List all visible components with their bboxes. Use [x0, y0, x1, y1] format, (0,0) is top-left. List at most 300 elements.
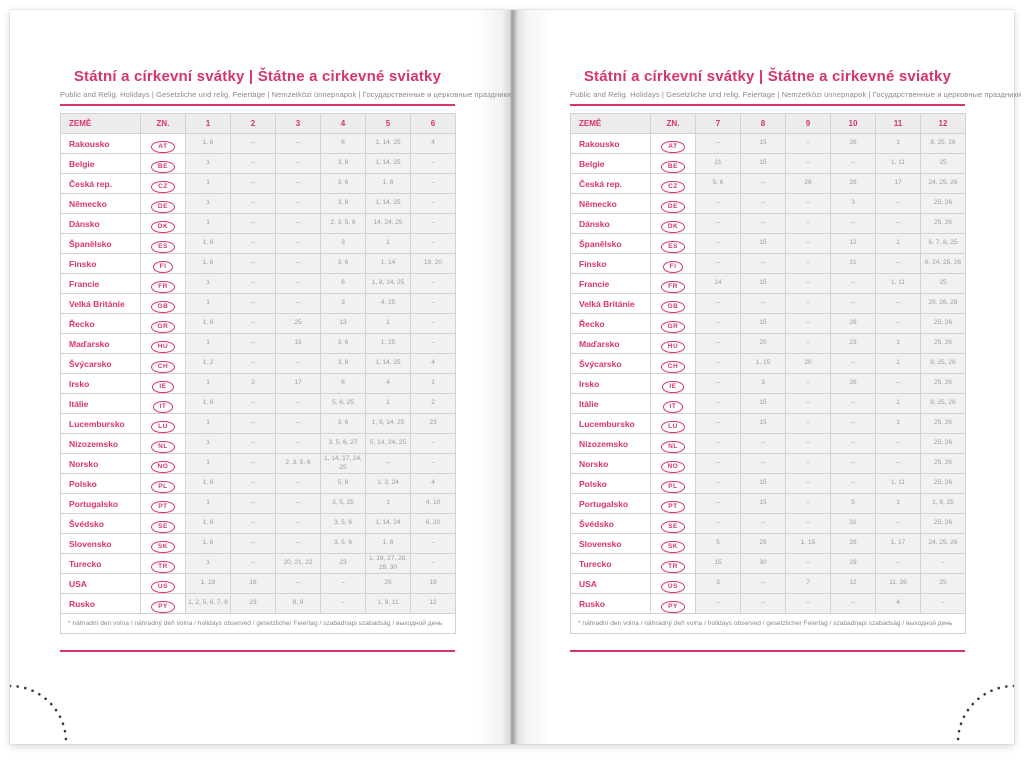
table-row	[61, 254, 456, 274]
holiday-days-cell: –	[696, 414, 741, 434]
table-row	[571, 194, 966, 214]
country-code-cell	[141, 274, 186, 294]
holiday-days-cell: –	[231, 294, 276, 314]
holiday-days-cell: –	[786, 234, 831, 254]
country-code-cell	[651, 414, 696, 434]
holiday-days-cell: 1, 15	[786, 534, 831, 554]
holiday-days-cell: 1, 9, 11	[366, 594, 411, 614]
holiday-days-cell: 1, 11	[876, 154, 921, 174]
holiday-days-cell: –	[231, 194, 276, 214]
footer-rule	[60, 650, 455, 652]
holiday-days-cell: 1	[186, 194, 231, 214]
holiday-days-cell: 1	[186, 294, 231, 314]
holiday-days-cell: –	[696, 474, 741, 494]
table-row	[61, 314, 456, 334]
holiday-days-cell: 3, 6	[321, 354, 366, 374]
holiday-days-cell: –	[231, 174, 276, 194]
holiday-days-cell: 3	[696, 574, 741, 594]
holiday-days-cell: –	[696, 314, 741, 334]
country-code-cell	[651, 354, 696, 374]
holiday-days-cell: –	[411, 194, 456, 214]
country-code-badge: FR	[151, 281, 175, 293]
holiday-days-cell: –	[231, 414, 276, 434]
holiday-days-cell: 1	[876, 334, 921, 354]
table-row	[571, 214, 966, 234]
column-header: 9	[786, 114, 831, 134]
country-name: Francie	[61, 274, 141, 294]
country-code-cell	[141, 574, 186, 594]
table-row	[61, 454, 456, 474]
country-code-badge: SE	[661, 521, 685, 533]
country-code-cell	[651, 374, 696, 394]
holiday-days-cell: 3, 6	[321, 414, 366, 434]
holiday-days-cell: 13	[321, 314, 366, 334]
country-code-badge: SK	[151, 541, 175, 553]
country-name: Lucembursko	[571, 414, 651, 434]
country-name: Maďarsko	[61, 334, 141, 354]
holiday-days-cell: 5	[831, 494, 876, 514]
holiday-days-cell: 15	[741, 134, 786, 154]
country-code-cell	[141, 594, 186, 614]
table-row	[61, 374, 456, 394]
country-name: Itálie	[571, 394, 651, 414]
country-name: Řecko	[61, 314, 141, 334]
holiday-days-cell: –	[411, 234, 456, 254]
holiday-days-cell: 4	[876, 594, 921, 614]
holiday-days-cell: –	[276, 294, 321, 314]
holiday-days-cell: 15	[276, 334, 321, 354]
holiday-days-cell: –	[411, 174, 456, 194]
country-name: Turecko	[61, 554, 141, 574]
table-row	[61, 574, 456, 594]
country-code-badge: TR	[151, 561, 175, 573]
holiday-days-cell: 24, 25, 26	[921, 534, 966, 554]
country-code-cell	[141, 494, 186, 514]
table-row	[571, 574, 966, 594]
holiday-days-cell: 25	[921, 274, 966, 294]
holiday-days-cell: 1	[186, 334, 231, 354]
country-code-badge: GR	[661, 321, 686, 333]
country-code-badge: ES	[661, 241, 685, 253]
holiday-days-cell: –	[786, 314, 831, 334]
holiday-days-cell: –	[696, 454, 741, 474]
holiday-days-cell: –	[786, 594, 831, 614]
holiday-days-cell: 1	[186, 434, 231, 454]
country-code-cell	[651, 294, 696, 314]
country-code-cell	[141, 234, 186, 254]
country-code-cell	[651, 394, 696, 414]
country-code-cell	[651, 314, 696, 334]
holiday-days-cell: –	[876, 434, 921, 454]
holiday-days-cell: –	[231, 134, 276, 154]
table-row	[61, 594, 456, 614]
country-name: Polsko	[61, 474, 141, 494]
holiday-days-cell: –	[831, 214, 876, 234]
holiday-days-cell: 1, 17	[876, 534, 921, 554]
country-name: Portugalsko	[61, 494, 141, 514]
holiday-days-cell: 1	[186, 274, 231, 294]
holiday-days-cell: –	[276, 174, 321, 194]
country-code-badge: PY	[661, 601, 685, 613]
holiday-days-cell: 1, 6	[186, 234, 231, 254]
holiday-days-cell: 25, 26	[921, 474, 966, 494]
column-header: ZN.	[651, 114, 696, 134]
holiday-days-cell: –	[741, 254, 786, 274]
holiday-days-cell: –	[231, 334, 276, 354]
holiday-days-cell: –	[411, 154, 456, 174]
country-code-badge: FR	[661, 281, 685, 293]
holiday-days-cell: 25, 26	[921, 214, 966, 234]
holiday-days-cell: 3, 5, 6, 27	[321, 434, 366, 454]
country-name: Španělsko	[571, 234, 651, 254]
column-header: 7	[696, 114, 741, 134]
holiday-days-cell: 1, 2, 5, 6, 7, 8	[186, 594, 231, 614]
country-code-badge: CH	[151, 361, 176, 373]
country-code-cell	[141, 554, 186, 574]
holiday-days-cell: 1, 19, 27, 28, 29, 30	[366, 554, 411, 574]
holiday-days-cell: 15	[741, 274, 786, 294]
holiday-days-cell: 23	[831, 334, 876, 354]
country-name: Maďarsko	[571, 334, 651, 354]
country-code-cell	[651, 234, 696, 254]
holiday-days-cell: 3, 5, 25	[321, 494, 366, 514]
holiday-days-cell: 7	[786, 574, 831, 594]
country-code-cell	[651, 474, 696, 494]
holiday-days-cell: –	[786, 154, 831, 174]
holiday-days-cell: 3, 5, 6	[321, 514, 366, 534]
holiday-days-cell: 20	[741, 334, 786, 354]
holiday-days-cell: 1, 15	[741, 354, 786, 374]
holiday-days-cell: –	[696, 334, 741, 354]
holiday-days-cell: 5, 6	[321, 474, 366, 494]
holiday-days-cell: 25	[921, 154, 966, 174]
country-code-badge: CZ	[661, 181, 685, 193]
holiday-days-cell: –	[696, 394, 741, 414]
country-code-cell	[651, 154, 696, 174]
holiday-days-cell: 1	[876, 134, 921, 154]
holiday-days-cell: –	[321, 574, 366, 594]
holiday-days-cell: –	[786, 254, 831, 274]
holiday-days-cell: 2, 3, 5, 6	[321, 214, 366, 234]
country-code-cell	[141, 394, 186, 414]
column-header: 6	[411, 114, 456, 134]
holiday-days-cell: –	[876, 294, 921, 314]
holiday-days-cell: 28	[786, 174, 831, 194]
holiday-days-cell: 15	[741, 494, 786, 514]
holiday-days-cell: 6	[321, 274, 366, 294]
holiday-days-cell: 1, 14, 25	[366, 354, 411, 374]
holiday-days-cell: 1	[186, 414, 231, 434]
holiday-days-cell: 29	[741, 534, 786, 554]
country-name: Finsko	[61, 254, 141, 274]
holiday-days-cell: 25, 26	[921, 334, 966, 354]
holiday-days-cell: 3, 6	[321, 334, 366, 354]
holiday-days-cell: 1, 6	[186, 134, 231, 154]
holiday-days-cell: 14	[696, 274, 741, 294]
holiday-days-cell: –	[741, 574, 786, 594]
holiday-days-cell: 20, 21, 22	[276, 554, 321, 574]
country-code-badge: BE	[151, 161, 175, 173]
holiday-days-cell: –	[696, 214, 741, 234]
holiday-days-cell: –	[276, 234, 321, 254]
holiday-days-cell: 1	[186, 554, 231, 574]
country-code-badge: SE	[151, 521, 175, 533]
country-code-badge: PT	[661, 501, 685, 513]
holiday-days-cell: –	[231, 314, 276, 334]
holiday-days-cell: –	[231, 454, 276, 474]
holiday-days-cell: –	[831, 154, 876, 174]
holiday-days-cell: 1, 8	[366, 174, 411, 194]
country-name: Švýcarsko	[571, 354, 651, 374]
holiday-days-cell: 19	[411, 574, 456, 594]
holiday-days-cell: 21	[696, 154, 741, 174]
country-code-badge: LU	[661, 421, 685, 433]
holiday-days-cell: –	[831, 414, 876, 434]
page-right	[512, 10, 1022, 744]
country-code-cell	[141, 354, 186, 374]
holiday-days-cell: –	[411, 214, 456, 234]
holiday-days-cell: –	[741, 454, 786, 474]
country-name: Velká Británie	[571, 294, 651, 314]
page-subtitle: Public and Relig. Holidays | Gesetzliche und relig. Feiertage | Nemzetközi ünnepnapok | Государственные и церковные праздники	[60, 90, 512, 99]
holiday-days-cell: –	[786, 434, 831, 454]
header-rule	[570, 104, 965, 106]
country-code-badge: IE	[662, 381, 683, 393]
table-row	[61, 514, 456, 534]
table-row	[61, 494, 456, 514]
holiday-days-cell: –	[831, 434, 876, 454]
holidays-table-jan-jun	[60, 113, 456, 634]
holiday-days-cell: –	[276, 274, 321, 294]
holiday-days-cell: –	[876, 454, 921, 474]
holiday-days-cell: 1, 6	[186, 474, 231, 494]
holiday-days-cell: –	[876, 194, 921, 214]
holiday-days-cell: 11, 26	[876, 574, 921, 594]
holiday-days-cell: 1	[411, 374, 456, 394]
holiday-days-cell: –	[276, 154, 321, 174]
holiday-days-cell: 25, 26	[921, 434, 966, 454]
holiday-days-cell: 1, 9, 14, 25	[366, 414, 411, 434]
holiday-days-cell: 5, 14, 24, 25	[366, 434, 411, 454]
footnote-row	[571, 614, 966, 634]
page-title: Státní a církevní svátky | Štátne a cirkevné sviatky	[73, 68, 442, 85]
column-header: ZEMĚ	[61, 114, 141, 134]
country-code-cell	[141, 214, 186, 234]
country-name: Rakousko	[61, 134, 141, 154]
table-row	[61, 134, 456, 154]
country-code-badge: US	[151, 581, 175, 593]
table-row	[571, 434, 966, 454]
country-code-badge: HU	[151, 341, 176, 353]
footnote-row	[61, 614, 456, 634]
holiday-days-cell: 6	[321, 134, 366, 154]
table-header-row	[571, 114, 966, 134]
country-code-cell	[651, 574, 696, 594]
country-code-cell	[651, 174, 696, 194]
holiday-days-cell: 5, 6, 25	[321, 394, 366, 414]
holiday-days-cell: 25	[921, 574, 966, 594]
country-code-cell	[651, 454, 696, 474]
holiday-days-cell: –	[276, 134, 321, 154]
holiday-days-cell: –	[231, 394, 276, 414]
country-name: Francie	[571, 274, 651, 294]
holiday-days-cell: –	[876, 554, 921, 574]
country-name: Slovensko	[61, 534, 141, 554]
country-code-badge: DK	[661, 221, 686, 233]
holiday-days-cell: –	[741, 434, 786, 454]
country-name: Česká rep.	[61, 174, 141, 194]
table-header-row	[61, 114, 456, 134]
table-row	[571, 494, 966, 514]
holiday-days-cell: 1, 14, 25	[366, 134, 411, 154]
holidays-table-jul-dec	[570, 113, 966, 634]
holiday-days-cell: 15	[696, 554, 741, 574]
table-row	[61, 154, 456, 174]
column-header: 5	[366, 114, 411, 134]
country-name: Irsko	[61, 374, 141, 394]
country-name: USA	[61, 574, 141, 594]
country-name: Rakousko	[571, 134, 651, 154]
country-code-cell	[651, 434, 696, 454]
holiday-days-cell: –	[696, 294, 741, 314]
holiday-days-cell: –	[831, 454, 876, 474]
holiday-days-cell: –	[741, 214, 786, 234]
country-name: Švýcarsko	[61, 354, 141, 374]
holiday-days-cell: –	[231, 274, 276, 294]
holiday-days-cell: 3, 6	[321, 174, 366, 194]
holiday-days-cell: –	[231, 514, 276, 534]
country-code-cell	[141, 174, 186, 194]
holiday-days-cell: 12	[831, 234, 876, 254]
holiday-days-cell: 1, 14, 17, 24, 25	[321, 454, 366, 474]
holiday-days-cell: 3, 5, 6	[321, 534, 366, 554]
country-code-badge: CZ	[151, 181, 175, 193]
holiday-days-cell: –	[876, 254, 921, 274]
holiday-days-cell: 1, 11	[876, 274, 921, 294]
holiday-days-cell: 25, 26	[921, 374, 966, 394]
column-header: 11	[876, 114, 921, 134]
holiday-days-cell: 20	[786, 354, 831, 374]
holiday-days-cell: 25, 26	[921, 454, 966, 474]
country-code-cell	[651, 214, 696, 234]
country-name: Irsko	[571, 374, 651, 394]
holiday-days-cell: 8, 25, 26	[921, 134, 966, 154]
country-name: Finsko	[571, 254, 651, 274]
country-name: Norsko	[571, 454, 651, 474]
holiday-days-cell: 31	[831, 254, 876, 274]
country-code-cell	[141, 254, 186, 274]
holiday-days-cell: 23	[231, 594, 276, 614]
country-name: Nizozemsko	[571, 434, 651, 454]
holiday-days-cell: –	[231, 494, 276, 514]
table-row	[571, 354, 966, 374]
country-name: Německo	[61, 194, 141, 214]
country-name: Dánsko	[571, 214, 651, 234]
holiday-days-cell: 1	[366, 314, 411, 334]
holiday-days-cell: 3, 6	[321, 254, 366, 274]
holiday-days-cell: –	[786, 214, 831, 234]
holiday-days-cell: –	[411, 274, 456, 294]
country-code-badge: NO	[661, 461, 686, 473]
holiday-days-cell: –	[276, 394, 321, 414]
holiday-days-cell: –	[786, 494, 831, 514]
holiday-days-cell: 15	[741, 234, 786, 254]
country-name: Rusko	[571, 594, 651, 614]
holiday-days-cell: –	[276, 254, 321, 274]
table-row	[61, 534, 456, 554]
table-row	[61, 474, 456, 494]
holiday-days-cell: 28	[831, 314, 876, 334]
country-code-badge: GR	[151, 321, 176, 333]
column-header: 1	[186, 114, 231, 134]
country-code-badge: BE	[661, 161, 685, 173]
holiday-days-cell: 1, 2	[186, 354, 231, 374]
country-code-badge: TR	[661, 561, 685, 573]
country-code-badge: FI	[663, 261, 684, 273]
country-code-cell	[141, 374, 186, 394]
country-code-badge: PL	[661, 481, 685, 493]
country-code-cell	[651, 334, 696, 354]
holiday-days-cell: 1	[186, 174, 231, 194]
holiday-days-cell: –	[831, 594, 876, 614]
holiday-days-cell: –	[696, 234, 741, 254]
table-row	[61, 214, 456, 234]
holiday-days-cell: –	[231, 474, 276, 494]
holiday-days-cell: –	[696, 514, 741, 534]
table-row	[61, 294, 456, 314]
holiday-days-cell: –	[411, 454, 456, 474]
country-code-cell	[651, 134, 696, 154]
holiday-days-cell: –	[741, 594, 786, 614]
country-code-badge: US	[661, 581, 685, 593]
country-name: Slovensko	[571, 534, 651, 554]
planner-spread	[10, 10, 1022, 744]
country-code-cell	[651, 494, 696, 514]
country-code-badge: GB	[661, 301, 686, 313]
holiday-days-cell: 6, 20	[411, 514, 456, 534]
table-row	[571, 254, 966, 274]
table-row	[571, 554, 966, 574]
holiday-days-cell: 3, 6	[321, 154, 366, 174]
page-left	[10, 10, 512, 744]
holiday-days-cell: –	[786, 294, 831, 314]
holiday-days-cell: 29	[831, 554, 876, 574]
holiday-days-cell: –	[231, 234, 276, 254]
country-code-cell	[141, 314, 186, 334]
holiday-days-cell: 15	[741, 314, 786, 334]
column-header: 2	[231, 114, 276, 134]
holiday-days-cell: 1	[366, 234, 411, 254]
column-header: ZN.	[141, 114, 186, 134]
country-code-cell	[651, 194, 696, 214]
table-row	[61, 554, 456, 574]
table-row	[61, 274, 456, 294]
holiday-days-cell: 1, 3, 24	[366, 474, 411, 494]
holiday-days-cell: 15	[741, 414, 786, 434]
holiday-days-cell: 26	[831, 134, 876, 154]
holiday-days-cell: 1, 6	[186, 514, 231, 534]
country-name: Německo	[571, 194, 651, 214]
holiday-days-cell: 1	[876, 234, 921, 254]
holiday-days-cell: 15	[741, 394, 786, 414]
holiday-days-cell: 25, 26	[921, 194, 966, 214]
holiday-days-cell: –	[231, 434, 276, 454]
holiday-days-cell: 1, 6	[186, 394, 231, 414]
country-code-cell	[651, 534, 696, 554]
country-name: Česká rep.	[571, 174, 651, 194]
country-name: Portugalsko	[571, 494, 651, 514]
holiday-days-cell: 23	[411, 414, 456, 434]
